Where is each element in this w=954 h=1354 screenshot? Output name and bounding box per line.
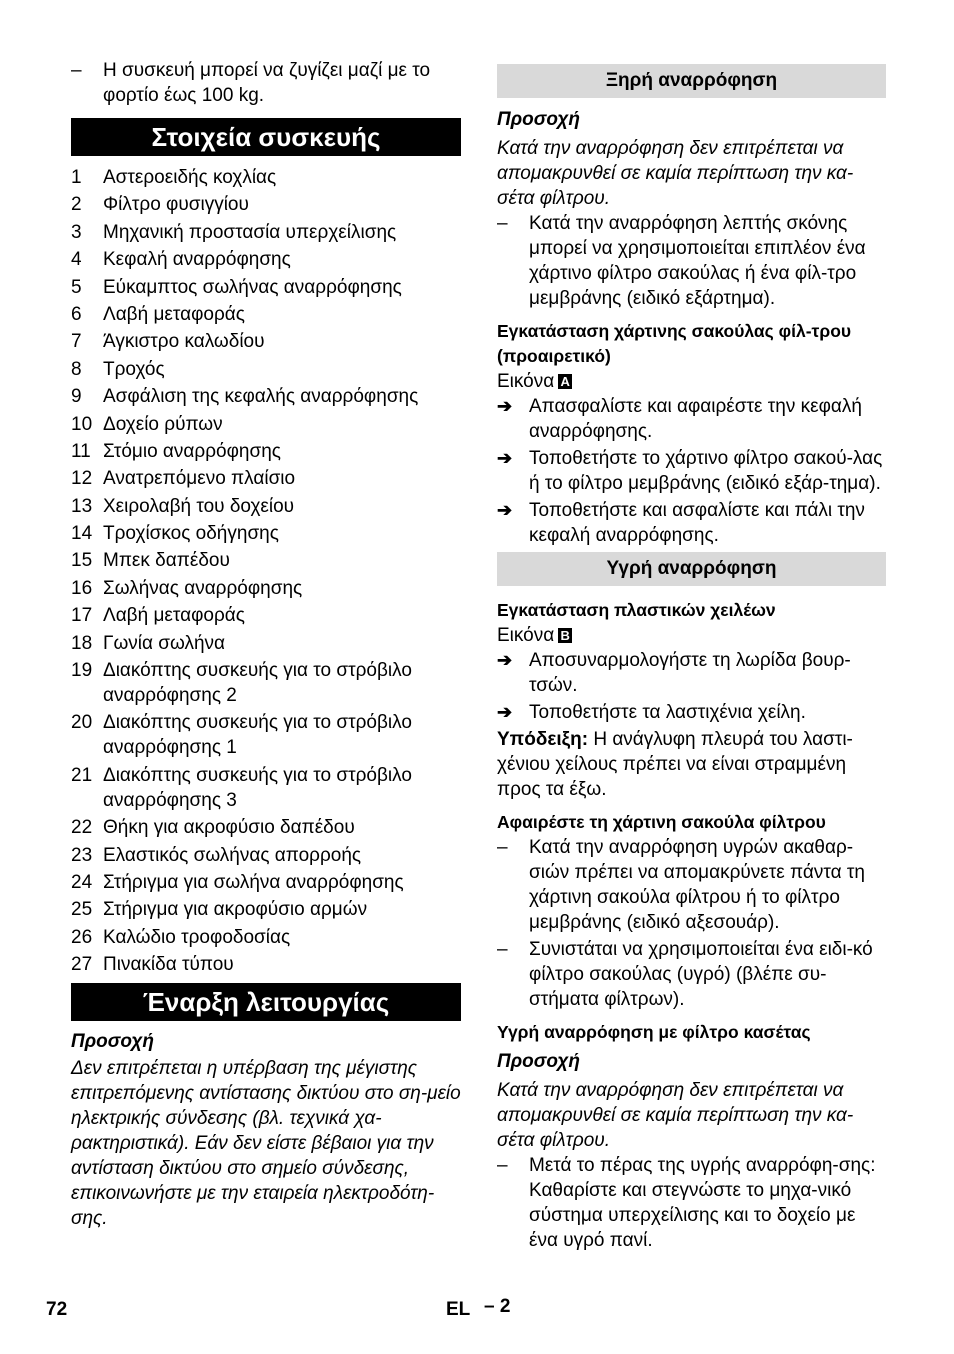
part-name: Καλώδιο τροφοδοσίας — [103, 926, 291, 948]
part-list-item — [71, 843, 461, 868]
part-name: Ελαστικός σωλήνας απορροής — [103, 844, 362, 866]
figure-b-badge: B — [558, 628, 572, 643]
part-name: Διακόπτης συσκευής για το στρόβιλο αναρρόφησης 2 — [103, 660, 412, 707]
part-number: 11 — [71, 440, 91, 462]
part-number: 22 — [71, 817, 93, 839]
instruction-step — [497, 446, 886, 496]
part-name: Θήκη για ακροφύσιο δαπέδου — [103, 817, 355, 839]
instruction-text: Τοποθετήστε το χάρτινο φίλτρο σακού-λας ή το φίλτρο μεμβράνης (ειδικό εξάρ-τημα). — [529, 448, 883, 494]
part-number: 26 — [71, 926, 93, 948]
part-list-item — [71, 521, 461, 546]
part-number: 24 — [71, 871, 93, 893]
dash-item — [497, 1153, 886, 1253]
part-name: Διακόπτης συσκευής για το στρόβιλο αναρρόφησης 1 — [103, 712, 412, 759]
paper-bag-steps — [497, 394, 886, 548]
part-number: 25 — [71, 899, 93, 921]
dash-item-text: Μετά το πέρας της υγρής αναρρόφη-σης: Καθαρίστε και στεγνώστε το μηχα-νικό σύστημα υπερχείλισης και το δοχείο με ένα υγρό πανί. — [529, 1155, 876, 1251]
part-name: Λαβή μεταφοράς — [103, 605, 245, 627]
part-name: Άγκιστρο καλωδίου — [103, 331, 265, 353]
part-list-item — [71, 815, 461, 840]
part-number: 18 — [71, 632, 93, 654]
part-number: 14 — [71, 523, 93, 545]
part-number: 5 — [71, 276, 82, 298]
part-list-item — [71, 952, 461, 977]
figure-label: Εικόνα — [497, 625, 555, 646]
page-number: 72 — [46, 1299, 68, 1320]
part-list-item — [71, 870, 461, 895]
dash-item-text: Συνιστάται να χρησιμοποιείται ένα ειδι-κό φίλτρο σακούλας (υγρό) (βλέπε συ-στήματα φίλτρων). — [529, 939, 873, 1010]
language-code: EL — [446, 1299, 471, 1320]
part-list-item — [71, 631, 461, 656]
lips-steps — [497, 648, 886, 725]
part-number: 6 — [71, 303, 82, 325]
part-number: 8 — [71, 358, 82, 380]
part-list-item — [71, 603, 461, 628]
part-list-item — [71, 357, 461, 382]
part-name: Δοχείο ρύπων — [103, 413, 223, 435]
dash-marker: – — [497, 837, 508, 858]
section-title-device-parts: Στοιχεία συσκευής — [71, 118, 461, 156]
part-number: 9 — [71, 386, 82, 408]
part-list-item — [71, 439, 461, 464]
part-list-item — [71, 247, 461, 272]
section-title-start-up: Έναρξη λειτουργίας — [71, 983, 461, 1021]
caution-title: Προσοχή — [497, 109, 581, 130]
part-number: 17 — [71, 605, 93, 627]
part-name: Πινακίδα τύπου — [103, 954, 234, 976]
part-number: 7 — [71, 331, 82, 353]
part-number: 16 — [71, 577, 93, 599]
right-column — [497, 58, 886, 1253]
section-title-dry-vacuuming: Ξηρή αναρρόφηση — [497, 64, 886, 98]
note-text: Η ανάγλυφη πλευρά του λαστι-χένιου χείλους πρέπει να είναι στραμμένη προς τα έξω. — [497, 729, 853, 800]
part-name: Διακόπτης συσκευής για το στρόβιλο αναρρόφησης 3 — [103, 764, 412, 811]
weight-note-text: Η συσκευή μπορεί να ζυγίζει μαζί με το φορτίο έως 100 kg. — [103, 60, 431, 106]
part-number: 23 — [71, 844, 93, 866]
part-number: 12 — [71, 468, 93, 490]
part-name: Ασφάλιση της κεφαλής αναρρόφησης — [103, 386, 419, 408]
part-name: Κεφαλή αναρρόφησης — [103, 249, 291, 271]
part-name: Τροχός — [103, 358, 165, 380]
part-name: Σωλήνας αναρρόφησης — [103, 577, 303, 599]
part-name: Χειρολαβή του δοχείου — [103, 495, 295, 517]
subsection-title-cassette: Υγρή αναρρόφηση με φίλτρο κασέτας — [497, 1022, 811, 1042]
part-name: Αστεροειδής κοχλίας — [103, 167, 277, 188]
part-number: 27 — [71, 954, 93, 976]
dash-item — [497, 835, 886, 935]
part-list-item — [71, 494, 461, 519]
instruction-text: Απασφαλίστε και αφαιρέστε την κεφαλή αναρρόφησης. — [529, 396, 862, 442]
part-number: 1 — [71, 167, 82, 188]
part-list-item — [71, 220, 461, 245]
dash-item — [497, 937, 886, 1012]
part-name: Τροχίσκος οδήγησης — [103, 523, 279, 545]
instruction-step — [497, 394, 886, 444]
remove-bag-list — [497, 835, 886, 1012]
subsection-title-paper-bag: Εγκατάσταση χάρτινης σακούλας φίλ-τρου (προαιρετικό) — [497, 321, 852, 366]
weight-note — [71, 58, 461, 108]
part-list-item — [71, 710, 461, 760]
subsection-title-remove-bag: Αφαιρέστε τη χάρτινη σακούλα φίλτρου — [497, 812, 826, 832]
subsection-title-plastic-lips: Εγκατάσταση πλαστικών χειλέων — [497, 600, 776, 620]
instruction-step — [497, 648, 886, 698]
dash-item — [497, 211, 886, 311]
dash-item-text: Κατά την αναρρόφηση λεπτής σκόνης μπορεί να χρησιμοποιείται επιπλέον ένα χάρτινο φίλτρο σακούλας ή ένα φίλ-τρο μεμβράνης (ειδικό εξάρτημα). — [529, 213, 866, 309]
part-name: Στήριγμα για ακροφύσιο αρμών — [103, 899, 368, 921]
part-list-item — [71, 192, 461, 217]
figure-reference — [497, 369, 886, 394]
instruction-step — [497, 700, 886, 725]
parts-list — [71, 165, 461, 977]
part-number: 10 — [71, 413, 93, 435]
part-list-item — [71, 384, 461, 409]
part-list-item — [71, 897, 461, 922]
caution-title: Προσοχή — [71, 1031, 155, 1053]
dash-marker: – — [71, 60, 82, 81]
instruction-text: Τοποθετήστε και ασφαλίστε και πάλι την κεφαλή αναρρόφησης. — [529, 500, 865, 546]
part-name: Γωνία σωλήνα — [103, 632, 226, 654]
figure-reference — [497, 623, 886, 648]
part-number: 15 — [71, 550, 93, 572]
part-name: Εύκαμπτος σωλήνας αναρρόφησης — [103, 276, 402, 298]
part-number: 3 — [71, 221, 82, 243]
arrow-icon: ➔ — [497, 396, 513, 416]
part-list-item — [71, 466, 461, 491]
caution-text: Κατά την αναρρόφηση δεν επιτρέπεται να απομακρυνθεί σε καμία περίπτωση την κα-σέτα φίλτρου. — [497, 1080, 854, 1151]
note-paragraph — [497, 727, 886, 802]
part-name: Στόμιο αναρρόφησης — [103, 440, 281, 462]
part-list-item — [71, 275, 461, 300]
part-list-item — [71, 925, 461, 950]
section-title-wet-vacuuming: Υγρή αναρρόφηση — [497, 552, 886, 586]
part-list-item — [71, 763, 461, 813]
dash-marker: – — [497, 213, 508, 234]
left-column — [71, 58, 461, 1231]
arrow-icon: ➔ — [497, 500, 513, 520]
part-list-item — [71, 658, 461, 708]
part-list-item — [71, 412, 461, 437]
part-number: 19 — [71, 660, 93, 682]
part-number: 13 — [71, 495, 93, 517]
caution-text: Κατά την αναρρόφηση δεν επιτρέπεται να απομακρυνθεί σε καμία περίπτωση την κα-σέτα φίλτρου. — [497, 138, 854, 209]
sub-page-number: – 2 — [484, 1296, 511, 1317]
instruction-step — [497, 498, 886, 548]
part-list-item — [71, 165, 461, 190]
part-name: Στήριγμα για σωλήνα αναρρόφησης — [103, 871, 404, 893]
note-label: Υπόδειξη: — [497, 729, 589, 750]
dash-marker: – — [497, 1155, 508, 1176]
caution-title: Προσοχή — [497, 1051, 581, 1072]
instruction-text: Αποσυναρμολογήστε τη λωρίδα βουρ-τσών. — [529, 650, 851, 696]
dash-marker: – — [497, 939, 508, 960]
caution-text: Δεν επιτρέπεται η υπέρβαση της μέγιστης επιτρεπόμενης αντίστασης δικτύου στο ση-μείο ηλεκτρικής σύνδεσης (βλ. τεχνικά χα-ρακτηριστικά). Εάν δεν είστε βέβαιοι για την αντίσταση δικτύου στο σημείο σύνδεσης, επικοινωνήστε με την εταιρεία ηλεκτροδότη-σης. — [71, 1058, 461, 1230]
part-number: 20 — [71, 712, 93, 734]
part-list-item — [71, 548, 461, 573]
part-name: Φίλτρο φυσιγγίου — [103, 194, 249, 216]
figure-a-badge: A — [558, 374, 572, 389]
part-name: Ανατρεπόμενο πλαίσιο — [103, 468, 296, 490]
part-number: 2 — [71, 194, 82, 216]
part-name: Μπεκ δαπέδου — [103, 550, 230, 572]
part-list-item — [71, 329, 461, 354]
dash-item-text: Κατά την αναρρόφηση υγρών ακαθαρ-σιών πρέπει να απομακρύνετε πάντα τη χάρτινη σακούλα φίλτρου ή το φίλτρο μεμβράνης (ειδικό αξεσουάρ). — [529, 837, 865, 933]
part-list-item — [71, 302, 461, 327]
part-name: Μηχανική προστασία υπερχείλισης — [103, 221, 397, 243]
part-name: Λαβή μεταφοράς — [103, 303, 245, 325]
part-number: 21 — [71, 764, 93, 786]
figure-label: Εικόνα — [497, 371, 555, 392]
part-list-item — [71, 576, 461, 601]
instruction-text: Τοποθετήστε τα λαστιχένια χείλη. — [529, 702, 806, 723]
arrow-icon: ➔ — [497, 650, 513, 670]
arrow-icon: ➔ — [497, 448, 513, 468]
part-number: 4 — [71, 249, 82, 271]
arrow-icon: ➔ — [497, 702, 513, 722]
